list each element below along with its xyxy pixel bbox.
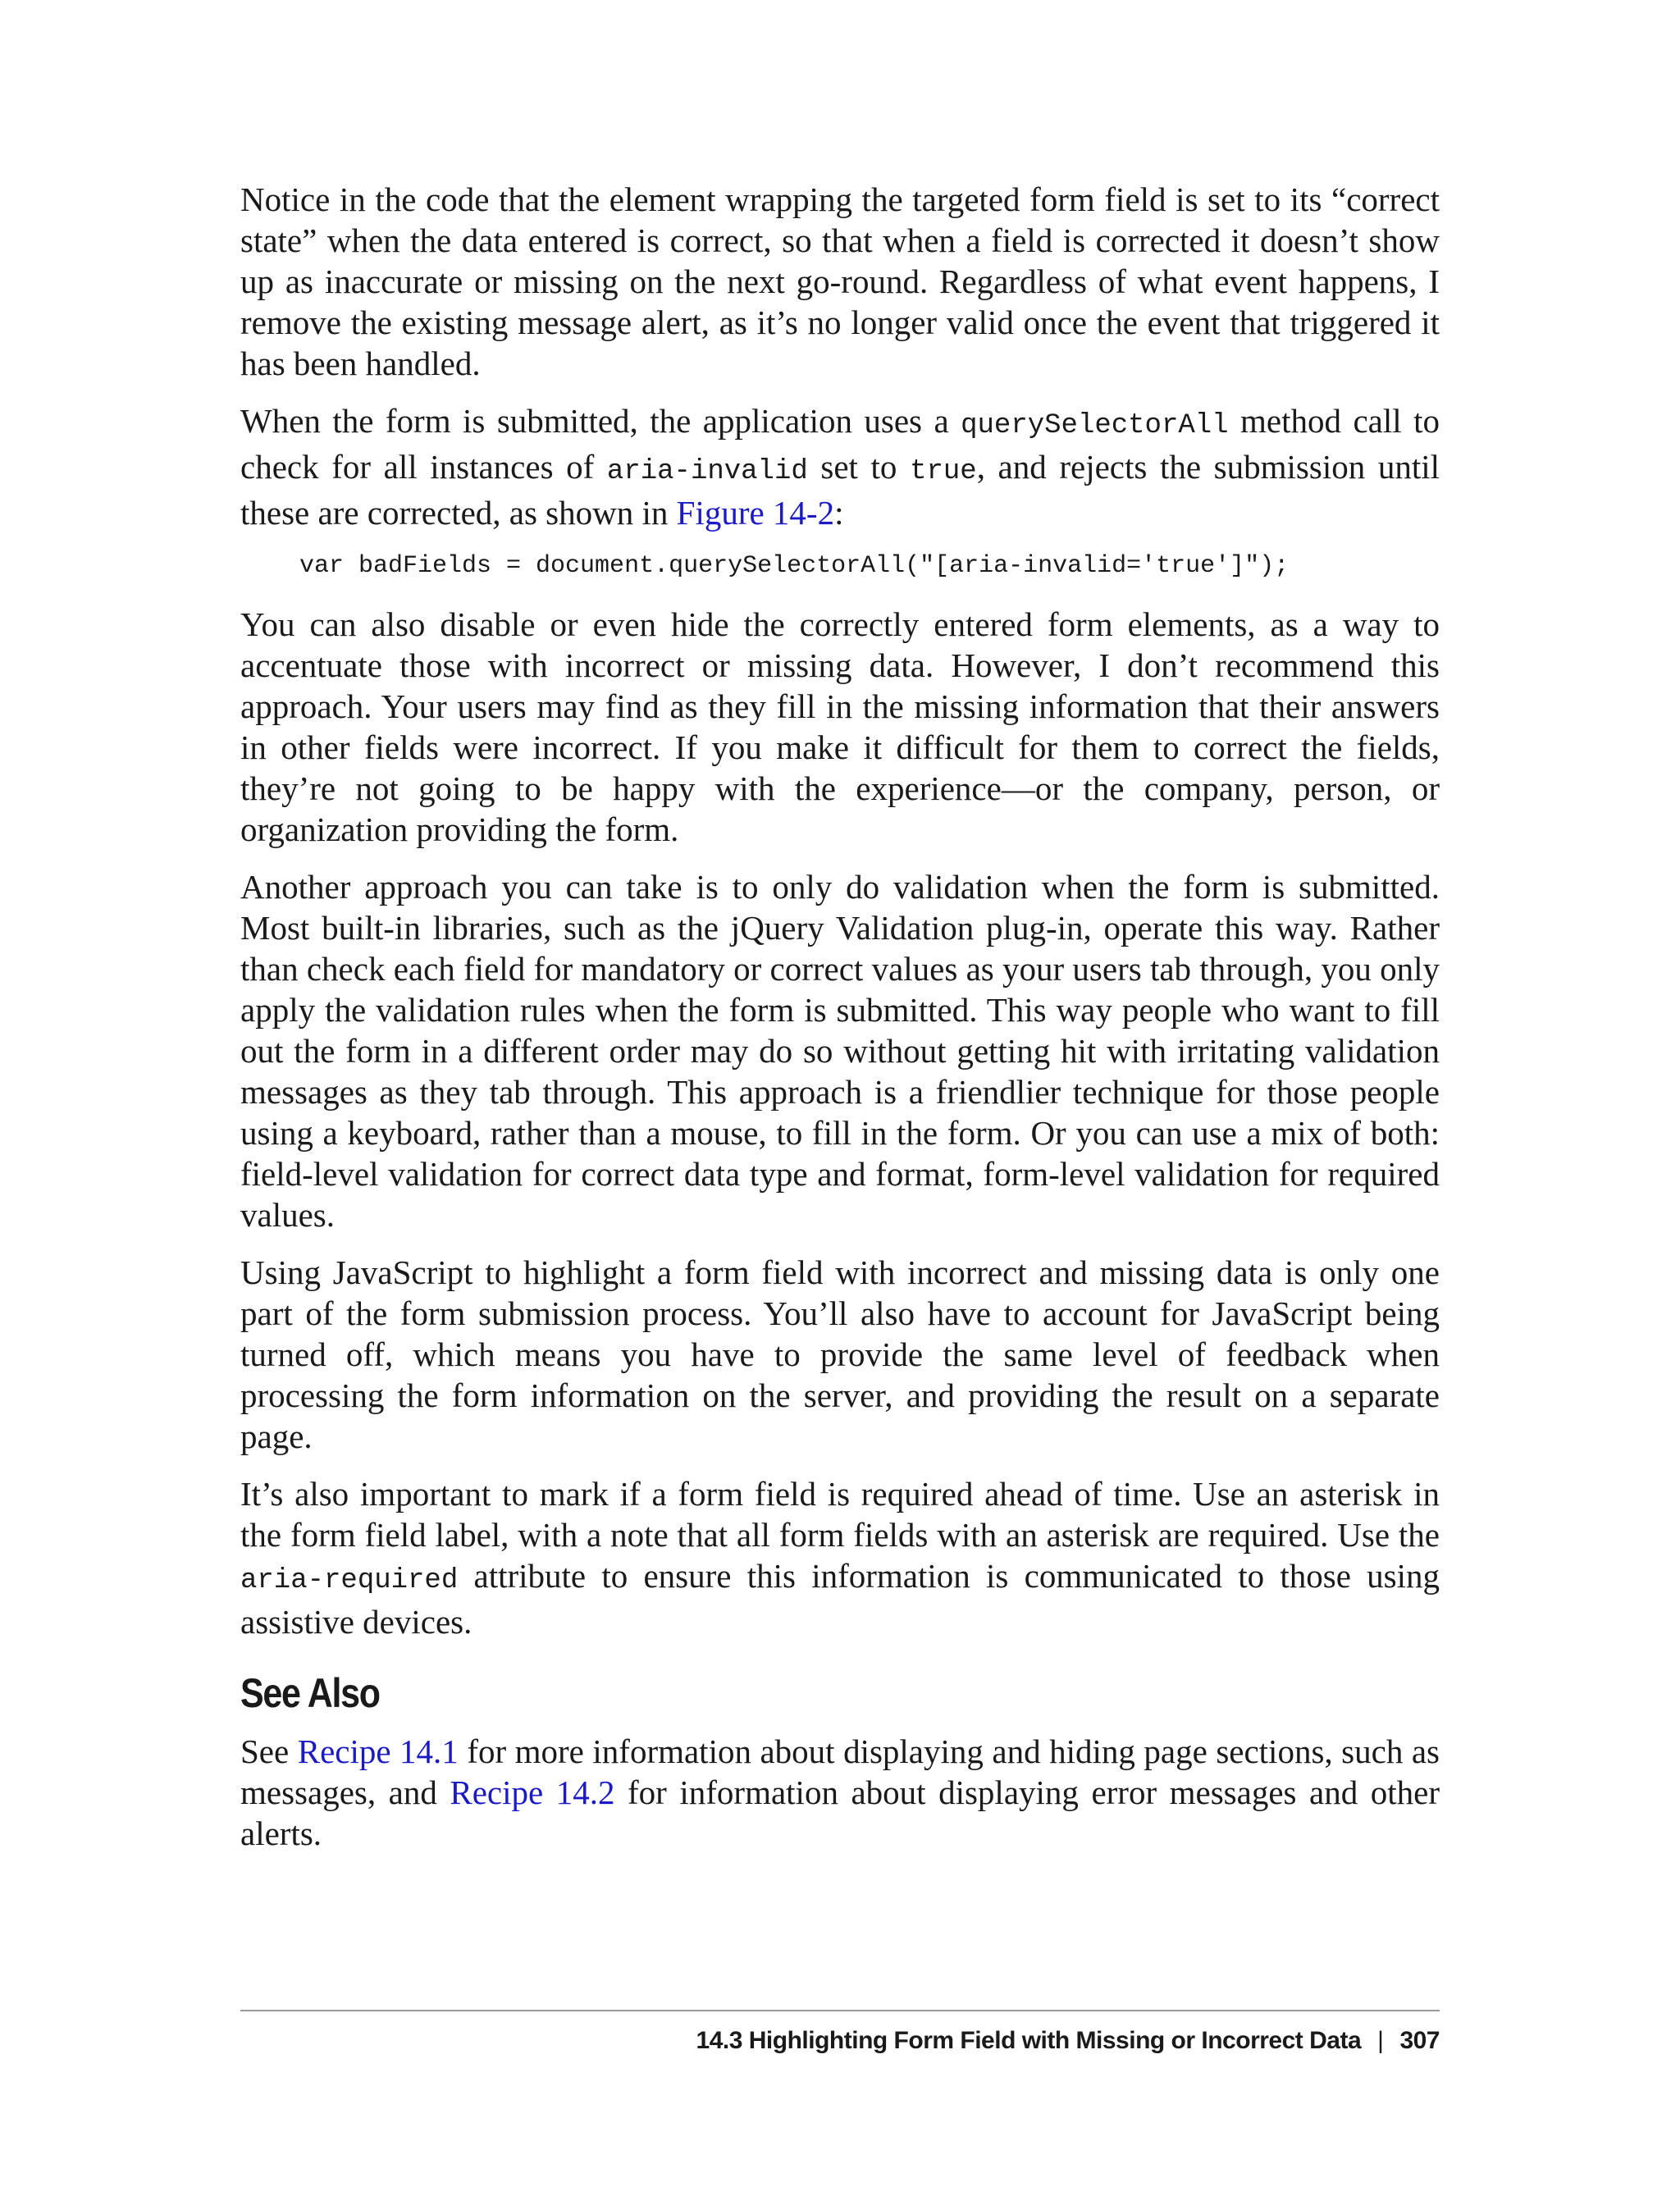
paragraph-form-submitted <box>240 400 1440 533</box>
paragraph-mark-required <box>240 1473 1440 1642</box>
paragraph-correct-state: Notice in the code that the element wrapping the targeted form field is set to its “correct state” when the data entered is correct, so that when a field is corrected it doesn’t show up as inaccurate or missing on the next go-round. Regardless of what event happens, I remove the existing message alert, as it’s no longer valid once the event that triggered it has been handled. <box>240 180 1440 382</box>
link-recipe-14-2[interactable]: Recipe 14.2 <box>450 1774 615 1811</box>
footer-section-title: 14.3 Highlighting Form Field with Missing or Incorrect Data <box>696 2027 1362 2054</box>
text-span: When the form is submitted, the application uses a <box>240 402 961 440</box>
text-span: : <box>834 494 844 532</box>
footer-separator: | <box>1377 2027 1384 2054</box>
footer-divider <box>240 2010 1440 2011</box>
inline-code-aria-invalid: aria-invalid <box>606 456 808 487</box>
page-number: 307 <box>1399 2027 1440 2054</box>
paragraph-javascript-highlight: Using JavaScript to highlight a form field with incorrect and missing data is only one part of the form submission process. You’ll also have to account for JavaScript being turned off, which means you have to provide the same level of feedback when processing the form information on the server, and providing the result on a separate page. <box>240 1253 1440 1455</box>
text-span: See <box>240 1732 298 1770</box>
text-span: for information about displaying error messages and other alerts. <box>240 1774 1440 1852</box>
paragraph-see-also <box>240 1731 1440 1854</box>
inline-code-queryselectorall: querySelectorAll <box>961 410 1229 441</box>
text-span: set to <box>807 448 911 486</box>
text-span: attribute to ensure this information is communicated to those using assistive devices. <box>240 1557 1440 1641</box>
inline-code-aria-required: aria-required <box>240 1565 459 1596</box>
text-span: , and rejects the submission until these are corrected, as shown in <box>240 448 1440 532</box>
inline-code-true: true <box>910 456 977 487</box>
text-span: for more information about displaying and hiding page sections, such as messages, and <box>240 1732 1440 1811</box>
link-figure-14-2[interactable]: Figure 14-2 <box>676 494 835 532</box>
text-span: It’s also important to mark if a form field is required ahead of time. Use an asterisk in the form field label, with a note that all form fields with an asterisk are required. Use the <box>240 1475 1440 1554</box>
link-recipe-14-1[interactable]: Recipe 14.1 <box>297 1732 459 1770</box>
page-footer <box>696 2025 1440 2057</box>
paragraph-disable-hide: You can also disable or even hide the correctly entered form elements, as a way to accentuate those with incorrect or missing data. However, I don’t recommend this approach. Your users may find as they fill in the missing information that their answers in other fields were incorrect. If you make it difficult for them to correct the fields, they’re not going to be happy with the experience—or the company, person, or organization providing the form. <box>240 605 1440 848</box>
page-content <box>240 179 1440 1870</box>
section-heading-see-also: See Also <box>240 1670 380 1716</box>
code-block-bad-fields: var badFields = document.querySelectorAll("[aria-invalid='true']"); <box>299 552 1290 580</box>
text-span: method call to check for all instances of <box>240 402 1440 486</box>
paragraph-another-approach: Another approach you can take is to only do validation when the form is submitted. Most built-in libraries, such as the jQuery Validation plug-in, operate this way. Rather than check each field for mandatory or correct values as your users tab through, you only apply the validation rules when the form is submitted. This way people who want to fill out the form in a different order may do so without getting hit with irritating validation messages as they tab through. This approach is a friendlier technique for those people using a keyboard, rather than a mouse, to fill in the form. Or you can use a mix of both: field-level validation for correct data type and format, form-level validation for required values. <box>240 868 1440 1234</box>
